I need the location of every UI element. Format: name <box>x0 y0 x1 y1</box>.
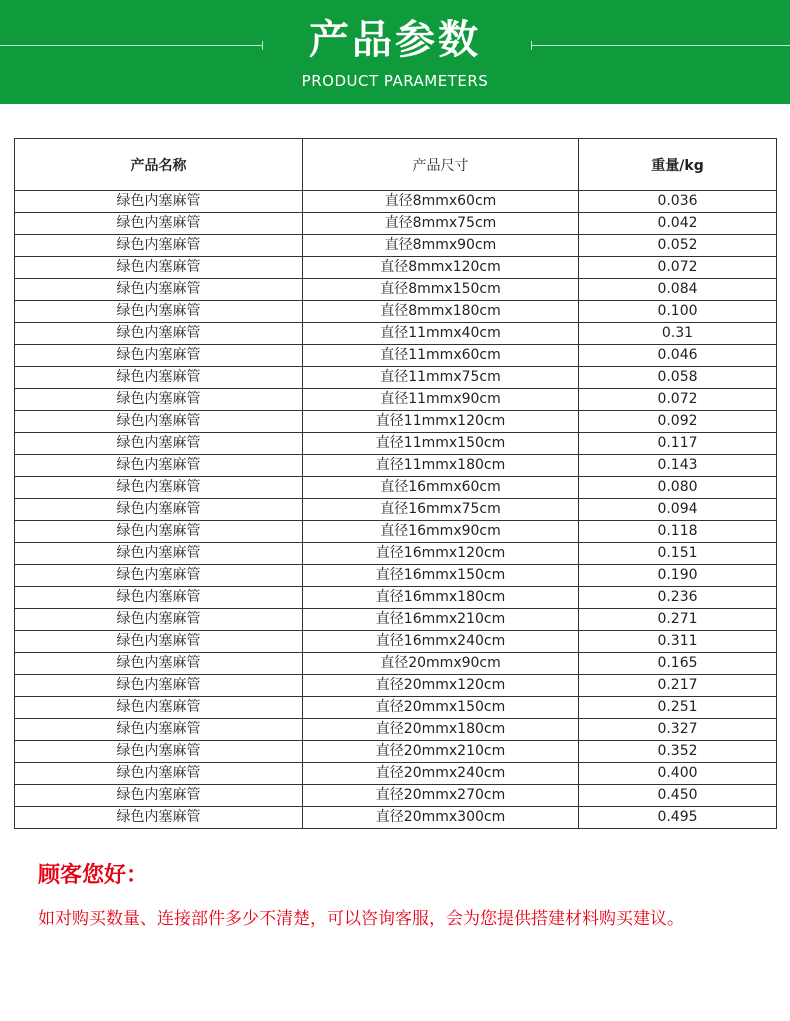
cell-product-name: 绿色内塞麻管 <box>15 521 303 543</box>
table-row <box>15 697 777 719</box>
cell-product-size: 直径11mmx120cm <box>303 411 579 433</box>
table-row <box>15 367 777 389</box>
table-row <box>15 455 777 477</box>
cell-product-size: 直径11mmx150cm <box>303 433 579 455</box>
table-row <box>15 235 777 257</box>
cell-product-size: 直径20mmx120cm <box>303 675 579 697</box>
cell-product-name: 绿色内塞麻管 <box>15 411 303 433</box>
page-title: 产品参数 <box>309 17 481 63</box>
cell-product-name: 绿色内塞麻管 <box>15 587 303 609</box>
cell-product-name: 绿色内塞麻管 <box>15 367 303 389</box>
column-header-product-size: 产品尺寸 <box>303 139 579 191</box>
table-row <box>15 521 777 543</box>
cell-product-size: 直径16mmx210cm <box>303 609 579 631</box>
cell-product-name: 绿色内塞麻管 <box>15 433 303 455</box>
cell-product-size: 直径11mmx90cm <box>303 389 579 411</box>
cell-weight: 0.118 <box>579 521 777 543</box>
cell-product-size: 直径8mmx75cm <box>303 213 579 235</box>
table-row <box>15 785 777 807</box>
table-row <box>15 345 777 367</box>
table-row <box>15 543 777 565</box>
cell-product-name: 绿色内塞麻管 <box>15 543 303 565</box>
cell-product-size: 直径20mmx150cm <box>303 697 579 719</box>
cell-weight: 0.084 <box>579 279 777 301</box>
cell-product-name: 绿色内塞麻管 <box>15 345 303 367</box>
cell-weight: 0.058 <box>579 367 777 389</box>
cell-weight: 0.352 <box>579 741 777 763</box>
cell-weight: 0.151 <box>579 543 777 565</box>
header-banner <box>0 0 790 104</box>
cell-product-size: 直径8mmx150cm <box>303 279 579 301</box>
table-row <box>15 565 777 587</box>
notice-text: 如对购买数量、连接部件多少不清楚，可以咨询客服，会为您提供搭建材料购买建议。 <box>38 909 684 929</box>
table-body <box>15 191 777 829</box>
cell-product-name: 绿色内塞麻管 <box>15 565 303 587</box>
cell-product-size: 直径16mmx240cm <box>303 631 579 653</box>
table-row <box>15 741 777 763</box>
cell-product-name: 绿色内塞麻管 <box>15 653 303 675</box>
column-header-product-name: 产品名称 <box>15 139 303 191</box>
cell-product-name: 绿色内塞麻管 <box>15 191 303 213</box>
cell-weight: 0.052 <box>579 235 777 257</box>
table-row <box>15 389 777 411</box>
table-row <box>15 719 777 741</box>
cell-product-size: 直径11mmx40cm <box>303 323 579 345</box>
table-row <box>15 433 777 455</box>
cell-product-size: 直径11mmx75cm <box>303 367 579 389</box>
cell-weight: 0.190 <box>579 565 777 587</box>
page-subtitle: PRODUCT PARAMETERS <box>301 72 489 90</box>
table-row <box>15 191 777 213</box>
cell-weight: 0.100 <box>579 301 777 323</box>
cell-weight: 0.117 <box>579 433 777 455</box>
cell-weight: 0.400 <box>579 763 777 785</box>
cell-product-size: 直径11mmx180cm <box>303 455 579 477</box>
table-row <box>15 807 777 829</box>
cell-product-name: 绿色内塞麻管 <box>15 323 303 345</box>
table-row <box>15 257 777 279</box>
cell-weight: 0.143 <box>579 455 777 477</box>
cell-weight: 0.271 <box>579 609 777 631</box>
cell-weight: 0.042 <box>579 213 777 235</box>
table-row <box>15 213 777 235</box>
cell-product-size: 直径8mmx120cm <box>303 257 579 279</box>
table-row <box>15 587 777 609</box>
cell-weight: 0.072 <box>579 257 777 279</box>
cell-product-name: 绿色内塞麻管 <box>15 389 303 411</box>
cell-weight: 0.080 <box>579 477 777 499</box>
table-row <box>15 323 777 345</box>
table-header-row <box>15 139 777 191</box>
cell-product-size: 直径16mmx90cm <box>303 521 579 543</box>
table-row <box>15 675 777 697</box>
cell-weight: 0.094 <box>579 499 777 521</box>
cell-product-name: 绿色内塞麻管 <box>15 631 303 653</box>
table-row <box>15 763 777 785</box>
cell-product-size: 直径16mmx180cm <box>303 587 579 609</box>
table-row <box>15 499 777 521</box>
cell-product-name: 绿色内塞麻管 <box>15 763 303 785</box>
cell-product-name: 绿色内塞麻管 <box>15 697 303 719</box>
table-row <box>15 609 777 631</box>
cell-product-size: 直径16mmx150cm <box>303 565 579 587</box>
cell-weight: 0.311 <box>579 631 777 653</box>
table-row <box>15 411 777 433</box>
cell-product-name: 绿色内塞麻管 <box>15 675 303 697</box>
cell-product-size: 直径20mmx240cm <box>303 763 579 785</box>
table-row <box>15 477 777 499</box>
cell-weight: 0.165 <box>579 653 777 675</box>
cell-product-size: 直径16mmx75cm <box>303 499 579 521</box>
cell-product-name: 绿色内塞麻管 <box>15 741 303 763</box>
cell-weight: 0.217 <box>579 675 777 697</box>
cell-product-name: 绿色内塞麻管 <box>15 807 303 829</box>
cell-product-name: 绿色内塞麻管 <box>15 455 303 477</box>
cell-product-size: 直径8mmx60cm <box>303 191 579 213</box>
cell-product-name: 绿色内塞麻管 <box>15 213 303 235</box>
cell-product-size: 直径20mmx90cm <box>303 653 579 675</box>
cell-weight: 0.251 <box>579 697 777 719</box>
cell-weight: 0.072 <box>579 389 777 411</box>
cell-product-name: 绿色内塞麻管 <box>15 785 303 807</box>
notice-title: 顾客您好： <box>38 863 149 888</box>
cell-product-size: 直径8mmx180cm <box>303 301 579 323</box>
cell-product-name: 绿色内塞麻管 <box>15 477 303 499</box>
cell-weight: 0.092 <box>579 411 777 433</box>
cell-product-size: 直径20mmx300cm <box>303 807 579 829</box>
cell-product-name: 绿色内塞麻管 <box>15 235 303 257</box>
cell-product-name: 绿色内塞麻管 <box>15 719 303 741</box>
cell-product-name: 绿色内塞麻管 <box>15 257 303 279</box>
product-parameters-table <box>14 138 777 829</box>
table-row <box>15 653 777 675</box>
cell-weight: 0.450 <box>579 785 777 807</box>
cell-weight: 0.046 <box>579 345 777 367</box>
table-row <box>15 279 777 301</box>
cell-product-name: 绿色内塞麻管 <box>15 279 303 301</box>
cell-weight: 0.036 <box>579 191 777 213</box>
cell-weight: 0.495 <box>579 807 777 829</box>
cell-product-size: 直径20mmx270cm <box>303 785 579 807</box>
cell-weight: 0.327 <box>579 719 777 741</box>
cell-product-size: 直径20mmx180cm <box>303 719 579 741</box>
cell-product-size: 直径16mmx60cm <box>303 477 579 499</box>
column-header-weight: 重量/kg <box>579 139 777 191</box>
cell-product-name: 绿色内塞麻管 <box>15 301 303 323</box>
cell-product-size: 直径8mmx90cm <box>303 235 579 257</box>
cell-weight: 0.31 <box>579 323 777 345</box>
cell-product-name: 绿色内塞麻管 <box>15 609 303 631</box>
cell-product-size: 直径16mmx120cm <box>303 543 579 565</box>
table-row <box>15 631 777 653</box>
cell-product-size: 直径20mmx210cm <box>303 741 579 763</box>
cell-weight: 0.236 <box>579 587 777 609</box>
table-row <box>15 301 777 323</box>
cell-product-size: 直径11mmx60cm <box>303 345 579 367</box>
cell-product-name: 绿色内塞麻管 <box>15 499 303 521</box>
